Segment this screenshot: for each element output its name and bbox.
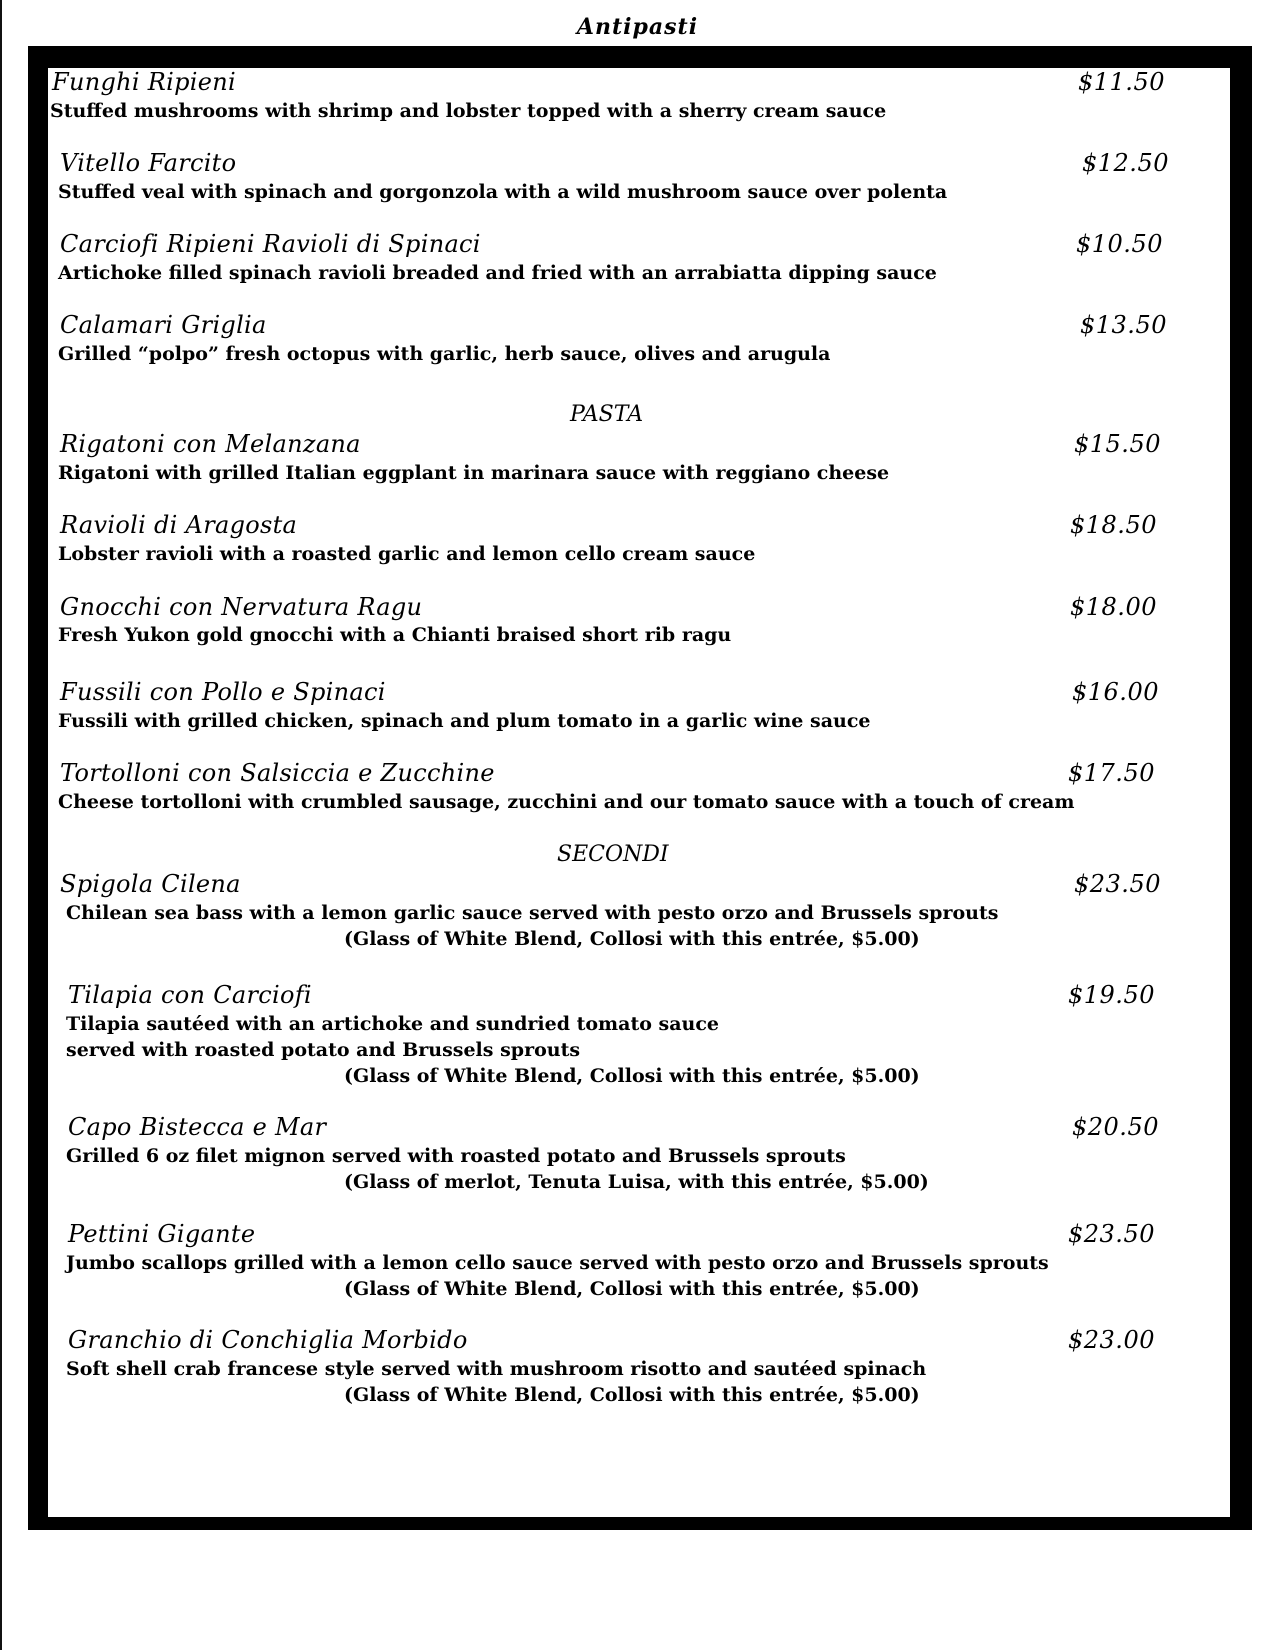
menu-item-name: Spigola Cilena	[60, 870, 241, 898]
menu-item-description: Grilled “polpo” fresh octopus with garlic, herb sauce, olives and arugula	[58, 343, 831, 365]
wine-pairing-note: (Glass of White Blend, Collosi with this entrée, $5.00)	[344, 1384, 920, 1406]
menu-item-description: Fussili with grilled chicken, spinach and plum tomato in a garlic wine sauce	[58, 710, 871, 732]
menu-item-description: Lobster ravioli with a roasted garlic and lemon cello cream sauce	[58, 543, 756, 565]
menu-item-name: Gnocchi con Nervatura Ragu	[60, 593, 423, 621]
menu-item-name: Vitello Farcito	[60, 149, 237, 177]
menu-item-name: Tortolloni con Salsiccia e Zucchine	[60, 759, 495, 787]
wine-pairing-note: (Glass of White Blend, Collosi with this entrée, $5.00)	[344, 1065, 920, 1087]
menu-item-description: Rigatoni with grilled Italian eggplant in marinara sauce with reggiano cheese	[58, 462, 890, 484]
menu-item-description: Cheese tortolloni with crumbled sausage, zucchini and our tomato sauce with a touch of cream	[58, 791, 1075, 813]
menu-item-price: $17.50	[1068, 759, 1155, 787]
menu-item-description: Soft shell crab francese style served with mushroom risotto and sautéed spinach	[66, 1358, 927, 1380]
menu-item-description: Stuffed veal with spinach and gorgonzola with a wild mushroom sauce over polenta	[58, 181, 948, 203]
menu-item-price: $10.50	[1076, 230, 1163, 258]
menu-item-description: Grilled 6 oz filet mignon served with roasted potato and Brussels sprouts	[66, 1145, 846, 1167]
menu-item-description: Artichoke filled spinach ravioli breaded and fried with an arrabiatta dipping sauce	[58, 262, 937, 284]
menu-item-description: Fresh Yukon gold gnocchi with a Chianti braised short rib ragu	[58, 624, 732, 646]
menu-item-name: Fussili con Pollo e Spinaci	[60, 678, 386, 706]
menu-item-price: $11.50	[1078, 68, 1165, 96]
menu-item-price: $23.50	[1068, 1220, 1155, 1248]
page-title: Antipasti	[576, 14, 699, 40]
menu-item-price: $13.50	[1080, 311, 1167, 339]
menu-item-price: $16.00	[1072, 678, 1159, 706]
wine-pairing-note: (Glass of merlot, Tenuta Luisa, with this entrée, $5.00)	[344, 1171, 929, 1193]
page-left-edge	[0, 0, 2, 1650]
menu-item-price: $20.50	[1072, 1113, 1159, 1141]
menu-item-description-line2: served with roasted potato and Brussels sprouts	[66, 1039, 581, 1061]
menu-item-name: Granchio di Conchiglia Morbido	[68, 1326, 468, 1354]
menu-item-description: Tilapia sautéed with an artichoke and sundried tomato sauce	[66, 1013, 720, 1035]
menu-item-price: $12.50	[1082, 149, 1169, 177]
menu-item-name: Tilapia con Carciofi	[68, 981, 312, 1009]
menu-item-description: Stuffed mushrooms with shrimp and lobster topped with a sherry cream sauce	[50, 100, 887, 122]
menu-item-name: Calamari Griglia	[60, 311, 267, 339]
menu-item-price: $19.50	[1068, 981, 1155, 1009]
menu-item-price: $18.50	[1070, 511, 1157, 539]
menu-item-description: Jumbo scallops grilled with a lemon cello sauce served with pesto orzo and Brussels sprouts	[66, 1252, 1049, 1274]
menu-item-name: Rigatoni con Melanzana	[60, 430, 361, 458]
menu-item-description: Chilean sea bass with a lemon garlic sauce served with pesto orzo and Brussels sprouts	[66, 902, 999, 924]
wine-pairing-note: (Glass of White Blend, Collosi with this entrée, $5.00)	[344, 928, 920, 950]
menu-item-name: Capo Bistecca e Mar	[68, 1113, 327, 1141]
menu-item-price: $18.00	[1070, 593, 1157, 621]
menu-item-price: $15.50	[1074, 430, 1161, 458]
menu-item-name: Funghi Ripieni	[52, 68, 237, 96]
section-heading-pasta: PASTA	[570, 402, 644, 427]
menu-item-name: Carciofi Ripieni Ravioli di Spinaci	[60, 230, 481, 258]
menu-item-name: Ravioli di Aragosta	[60, 511, 298, 539]
wine-pairing-note: (Glass of White Blend, Collosi with this entrée, $5.00)	[344, 1278, 920, 1300]
menu-item-price: $23.50	[1074, 870, 1161, 898]
section-heading-secondi: SECONDI	[557, 842, 669, 867]
menu-item-price: $23.00	[1068, 1326, 1155, 1354]
menu-item-name: Pettini Gigante	[68, 1220, 256, 1248]
